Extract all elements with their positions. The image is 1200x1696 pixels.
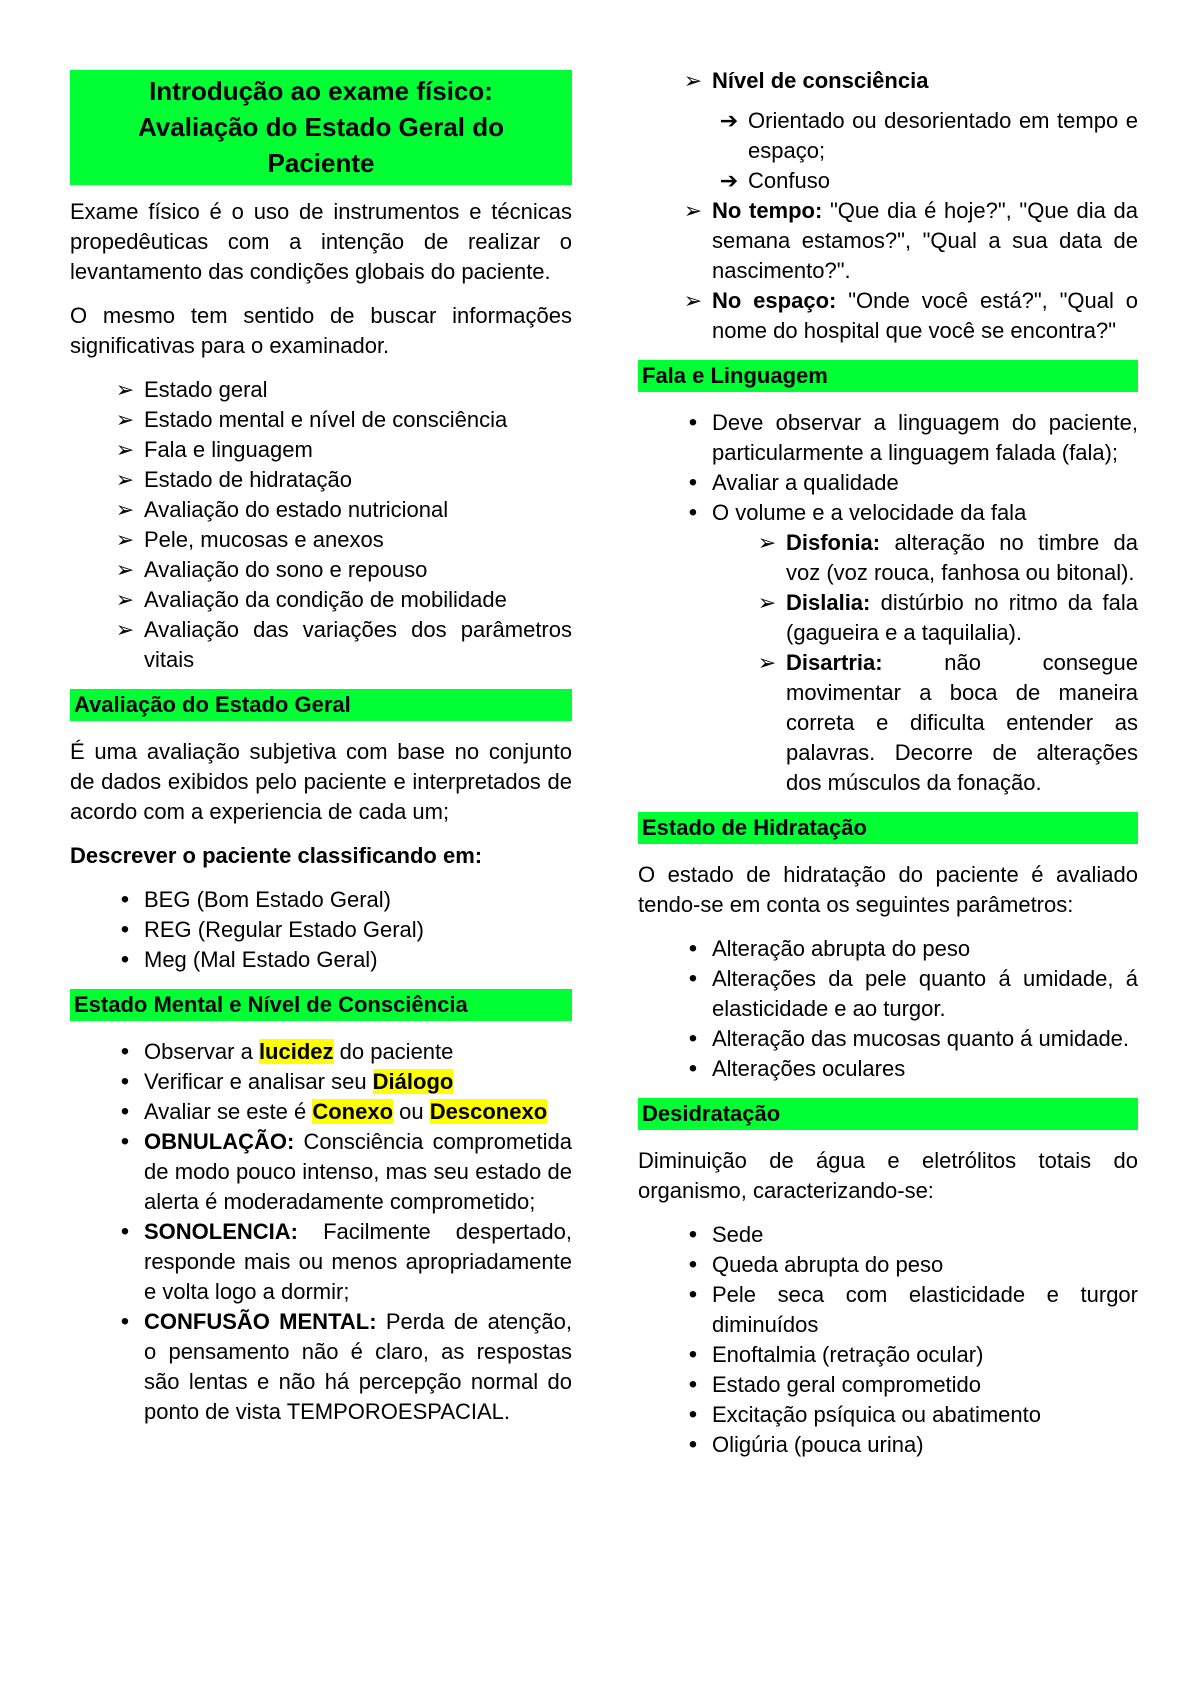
list-item: ➢ Estado mental e nível de consciência [70,405,572,435]
speech-list [638,408,1138,528]
bullet-icon: • [688,1431,698,1458]
title-line-1: Introdução ao exame físico: [149,76,493,106]
list-item: • Excitação psíquica ou abatimento [638,1400,1138,1430]
term-no-tempo: No tempo: [712,198,823,223]
list-item: • Observar a lucidez do paciente [70,1037,572,1067]
bullet-icon: • [120,1068,130,1095]
list-item: • Alterações oculares [638,1054,1138,1084]
highlight-dialogo: Diálogo [372,1069,454,1094]
bullet-icon: • [688,1221,698,1248]
section-heading-estado-mental: Estado Mental e Nível de Consciência [70,989,572,1021]
bullet-icon: • [688,1341,698,1368]
highlight-conexo: Conexo [312,1099,394,1124]
list-item [638,66,1138,96]
list-item: • Sede [638,1220,1138,1250]
bullet-icon: • [120,946,130,973]
bullet-icon: • [688,469,698,496]
hidratacao-paragraph: O estado de hidratação do paciente é avaliado tendo-se em conta os seguintes parâmetros: [638,862,1138,917]
arrow-bullet-icon: ➢ [115,467,135,492]
arrow-bullet-icon: ➢ [683,68,703,93]
consciousness-sublist [638,106,1138,196]
list-item: • Avaliar se este é Conexo ou Desconexo [70,1097,572,1127]
bullet-icon: • [120,1128,130,1155]
bullet-icon: • [688,409,698,436]
intro-paragraph-2: O mesmo tem sentido de buscar informações significativas para o examinador. [70,303,572,358]
bullet-icon: • [688,935,698,962]
arrow-bullet-icon: ➢ [115,557,135,582]
dehydration-list [638,1220,1138,1460]
list-item: • CONFUSÃO MENTAL: Perda de atenção, o pensamento não é claro, as respostas são lentas e não há percepção normal do ponto de vista TEMPOROESPACIAL. [70,1307,572,1427]
list-item: ➢ Avaliação do estado nutricional [70,495,572,525]
section-heading-hidratacao: Estado de Hidratação [638,812,1138,844]
list-item: • BEG (Bom Estado Geral) [70,885,572,915]
list-item: • Oligúria (pouca urina) [638,1430,1138,1460]
nivel-consciencia-label: Nível de consciência [712,68,929,93]
list-item: • Meg (Mal Estado Geral) [70,945,572,975]
arrow-bullet-icon: ➢ [115,527,135,552]
arrow-bullet-icon: ➢ [115,377,135,402]
bullet-icon: • [688,1281,698,1308]
section-heading-fala: Fala e Linguagem [638,360,1138,392]
bullet-icon: • [120,886,130,913]
list-item: • Alteração abrupta do peso [638,934,1138,964]
list-item: • Pele seca com elasticidade e turgor diminuídos [638,1280,1138,1340]
highlight-desconexo: Desconexo [429,1099,548,1124]
list-item: • OBNULAÇÃO: Consciência comprometida de modo pouco intenso, mas seu estado de alerta é moderadamente comprometido; [70,1127,572,1217]
term-confusao-mental: CONFUSÃO MENTAL: [144,1309,377,1334]
list-item: • SONOLENCIA: Facilmente despertado, responde mais ou menos apropriadamente e volta logo a dormir; [70,1217,572,1307]
classification-list [70,885,572,975]
intro-paragraph-1: Exame físico é o uso de instrumentos e técnicas propedêuticas com a intenção de realizar o levantamento das condições globais do paciente. [70,199,572,284]
list-item: ➢ Disfonia: alteração no timbre da voz (voz rouca, fanhosa ou bitonal). [757,530,1138,585]
hydration-list [638,934,1138,1084]
bullet-icon: • [688,965,698,992]
list-item: ➢ Disartria: não consegue movimentar a boca de maneira correta e dificulta entender as palavras. Decorre de alterações dos músculos da fonação. [757,650,1138,795]
list-item: ➢ Estado geral [70,375,572,405]
section-heading-desidratacao: Desidratação [638,1098,1138,1130]
term-dislalia: Dislalia: [786,590,871,615]
arrow-bullet-icon: ➢ [757,590,777,615]
right-column [638,66,1138,1470]
list-item: • Queda abrupta do peso [638,1250,1138,1280]
term-no-espaco: No espaço: [712,288,837,313]
arrow-bullet-icon: ➢ [757,650,777,675]
list-item: • Alterações da pele quanto á umidade, á elasticidade e ao turgor. [638,964,1138,1024]
list-item: ➢ Fala e linguagem [70,435,572,465]
bullet-icon: • [688,499,698,526]
topics-list [70,375,572,675]
bullet-icon: • [120,1098,130,1125]
classification-intro: Descrever o paciente classificando em: [70,843,483,868]
left-column [70,70,572,1437]
list-item: ➔ Orientado ou desorientado em tempo e espaço; [719,108,1138,163]
arrow-bullet-icon: ➢ [683,198,703,223]
bullet-icon: • [688,1025,698,1052]
term-sonolencia: SONOLENCIA: [144,1219,298,1244]
bullet-icon: • [120,916,130,943]
speech-disorders-list [638,528,1138,798]
bullet-icon: • [688,1251,698,1278]
estado-geral-paragraph: É uma avaliação subjetiva com base no conjunto de dados exibidos pelo paciente e interpretados de acordo com a experiencia de cada um; [70,739,572,824]
list-item: • Avaliar a qualidade [638,468,1138,498]
list-item: ➔ Confuso [638,166,1138,196]
list-item: • Enoftalmia (retração ocular) [638,1340,1138,1370]
list-item: ➢ Avaliação das variações dos parâmetros vitais [115,617,572,672]
list-item: ➢ No espaço: "Onde você está?", "Qual o nome do hospital que você se encontra?" [683,288,1138,343]
list-item: • Alteração das mucosas quanto á umidade. [638,1024,1138,1054]
title-line-3: Paciente [267,148,375,178]
arrow-bullet-icon: ➢ [115,497,135,522]
bullet-icon: • [120,1038,130,1065]
list-item: • O volume e a velocidade da fala [638,498,1138,528]
right-arrow-icon: ➔ [719,108,739,133]
orientation-list [638,196,1138,346]
consciousness-list [638,66,1138,96]
section-heading-estado-geral: Avaliação do Estado Geral [70,689,572,721]
list-item: ➢ No tempo: "Que dia é hoje?", "Que dia da semana estamos?", "Qual a sua data de nascimento?". [683,198,1138,283]
title-line-2: Avaliação do Estado Geral do [137,112,505,142]
document-title [70,70,572,185]
list-item: • REG (Regular Estado Geral) [70,915,572,945]
arrow-bullet-icon: ➢ [115,437,135,462]
list-item: ➢ Estado de hidratação [70,465,572,495]
list-item: • Deve observar a linguagem do paciente, particularmente a linguagem falada (fala); [638,408,1138,468]
right-arrow-icon: ➔ [719,168,739,193]
bullet-icon: • [120,1308,130,1335]
arrow-bullet-icon: ➢ [115,587,135,612]
desidratacao-paragraph: Diminuição de água e eletrólitos totais do organismo, caracterizando-se: [638,1148,1138,1203]
mental-state-list [70,1037,572,1427]
arrow-bullet-icon: ➢ [683,288,703,313]
term-disfonia: Disfonia: [786,530,881,555]
list-item: ➢ Avaliação do sono e repouso [70,555,572,585]
arrow-bullet-icon: ➢ [115,407,135,432]
arrow-bullet-icon: ➢ [115,617,135,642]
bullet-icon: • [688,1401,698,1428]
list-item: ➢ Pele, mucosas e anexos [70,525,572,555]
term-disartria: Disartria: [786,650,883,675]
highlight-lucidez: lucidez [258,1039,334,1064]
arrow-bullet-icon: ➢ [757,530,777,555]
list-item: ➢ Dislalia: distúrbio no ritmo da fala (gagueira e a taquilalia). [757,590,1138,645]
list-item: • Verificar e analisar seu Diálogo [70,1067,572,1097]
bullet-icon: • [120,1218,130,1245]
list-item: ➢ Avaliação da condição de mobilidade [70,585,572,615]
term-obnulacao: OBNULAÇÃO: [144,1129,295,1154]
bullet-icon: • [688,1055,698,1082]
bullet-icon: • [688,1371,698,1398]
list-item: • Estado geral comprometido [638,1370,1138,1400]
